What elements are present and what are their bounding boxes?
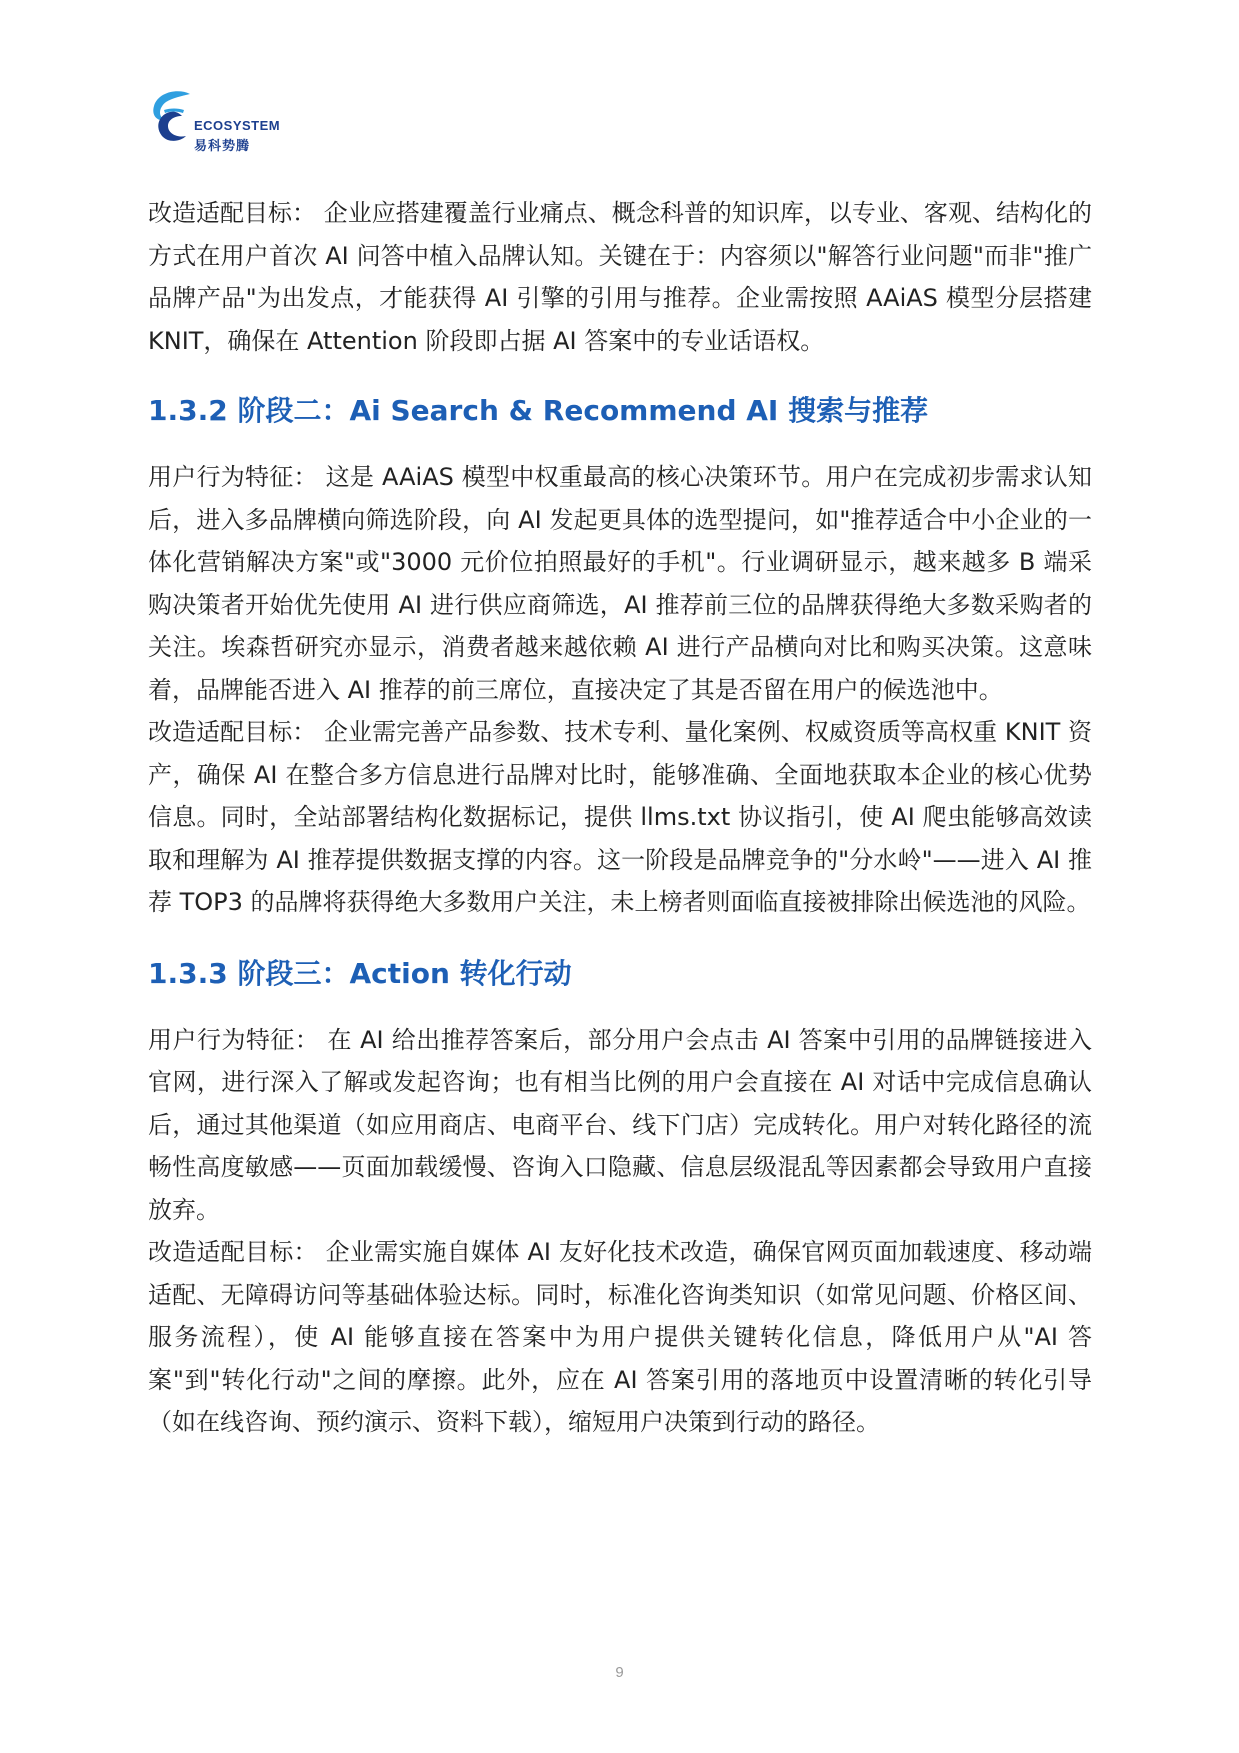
logo-text-cn: 易科势腾: [194, 139, 251, 154]
paragraph-action-behavior: 用户行为特征： 在 AI 给出推荐答案后，部分用户会点击 AI 答案中引用的品牌链接进入官网，进行深入了解或发起咨询；也有相当比例的用户会直接在 AI 对话中完成信息确认后，通过其他渠道（如应用商店、电商平台、线下门店）完成转化。用户对转化路径的流畅性高度敏感——页面加载缓慢、咨询入口隐藏、信息层级混乱等因素都会导致用户直接放弃。: [148, 1025, 1092, 1224]
logo-text-en: ECOSYSTEM: [194, 118, 281, 133]
section-heading-stage-two: 1.3.2 阶段二：Ai Search & Recommend AI 搜索与推荐: [148, 394, 929, 427]
page-number: 9: [615, 1664, 624, 1681]
paragraph-search-goal: 改造适配目标： 企业需完善产品参数、技术专利、量化案例、权威资质等高权重 KNIT 资产，确保 AI 在整合多方信息进行品牌对比时，能够准确、全面地获取本企业的核心优势信息。同时，全站部署结构化数据标记，提供 llms.txt 协议指引，使 AI 爬虫能够高效读取和理解为 AI 推荐提供数据支撑的内容。这一阶段是品牌竞争的"分水岭"——进入 AI 推荐 TOP3 的品牌将获得绝大多数用户关注，未上榜者则面临直接被排除出候选池的风险。: [148, 718, 1092, 916]
company-logo: [150, 88, 290, 154]
paragraph-search-behavior: 用户行为特征： 这是 AAiAS 模型中权重最高的核心决策环节。用户在完成初步需求认知后，进入多品牌横向筛选阶段，向 AI 发起更具体的选型提问，如"推荐适合中小企业的一体化营销解决方案"或"3000 元价位拍照最好的手机"。行业调研显示，越来越多 B 端采购决策者开始优先使用 AI 进行供应商筛选，AI 推荐前三位的品牌获得绝大多数采购者的关注。埃森哲研究亦显示，消费者越来越依赖 AI 进行产品横向对比和购买决策。这意味着，品牌能否进入 AI 推荐的前三席位，直接决定了其是否留在用户的候选池中。: [148, 463, 1092, 704]
ecosystem-logo-icon: [150, 88, 194, 144]
section-heading-stage-three: 1.3.3 阶段三：Action 转化行动: [148, 956, 572, 990]
main-content: [148, 192, 1092, 1444]
paragraph-action-goal: 改造适配目标： 企业需实施自媒体 AI 友好化技术改造，确保官网页面加载速度、移动端适配、无障碍访问等基础体验达标。同时，标准化咨询类知识（如常见问题、价格区间、服务流程），使 AI 能够直接在答案中为用户提供关键转化信息，降低用户从"AI 答案"到"转化行动"之间的摩擦。此外，应在 AI 答案引用的落地页中设置清晰的转化引导（如在线咨询、预约演示、资料下载），缩短用户决策到行动的路径。: [148, 1238, 1092, 1436]
paragraph-attention-goal: 改造适配目标： 企业应搭建覆盖行业痛点、概念科普的知识库，以专业、客观、结构化的方式在用户首次 AI 问答中植入品牌认知。关键在于：内容须以"解答行业问题"而非"推广品牌产品"为出发点，才能获得 AI 引擎的引用与推荐。企业需按照 AAiAS 模型分层搭建 KNIT，确保在 Attention 阶段即占据 AI 答案中的专业话语权。: [148, 199, 1092, 355]
